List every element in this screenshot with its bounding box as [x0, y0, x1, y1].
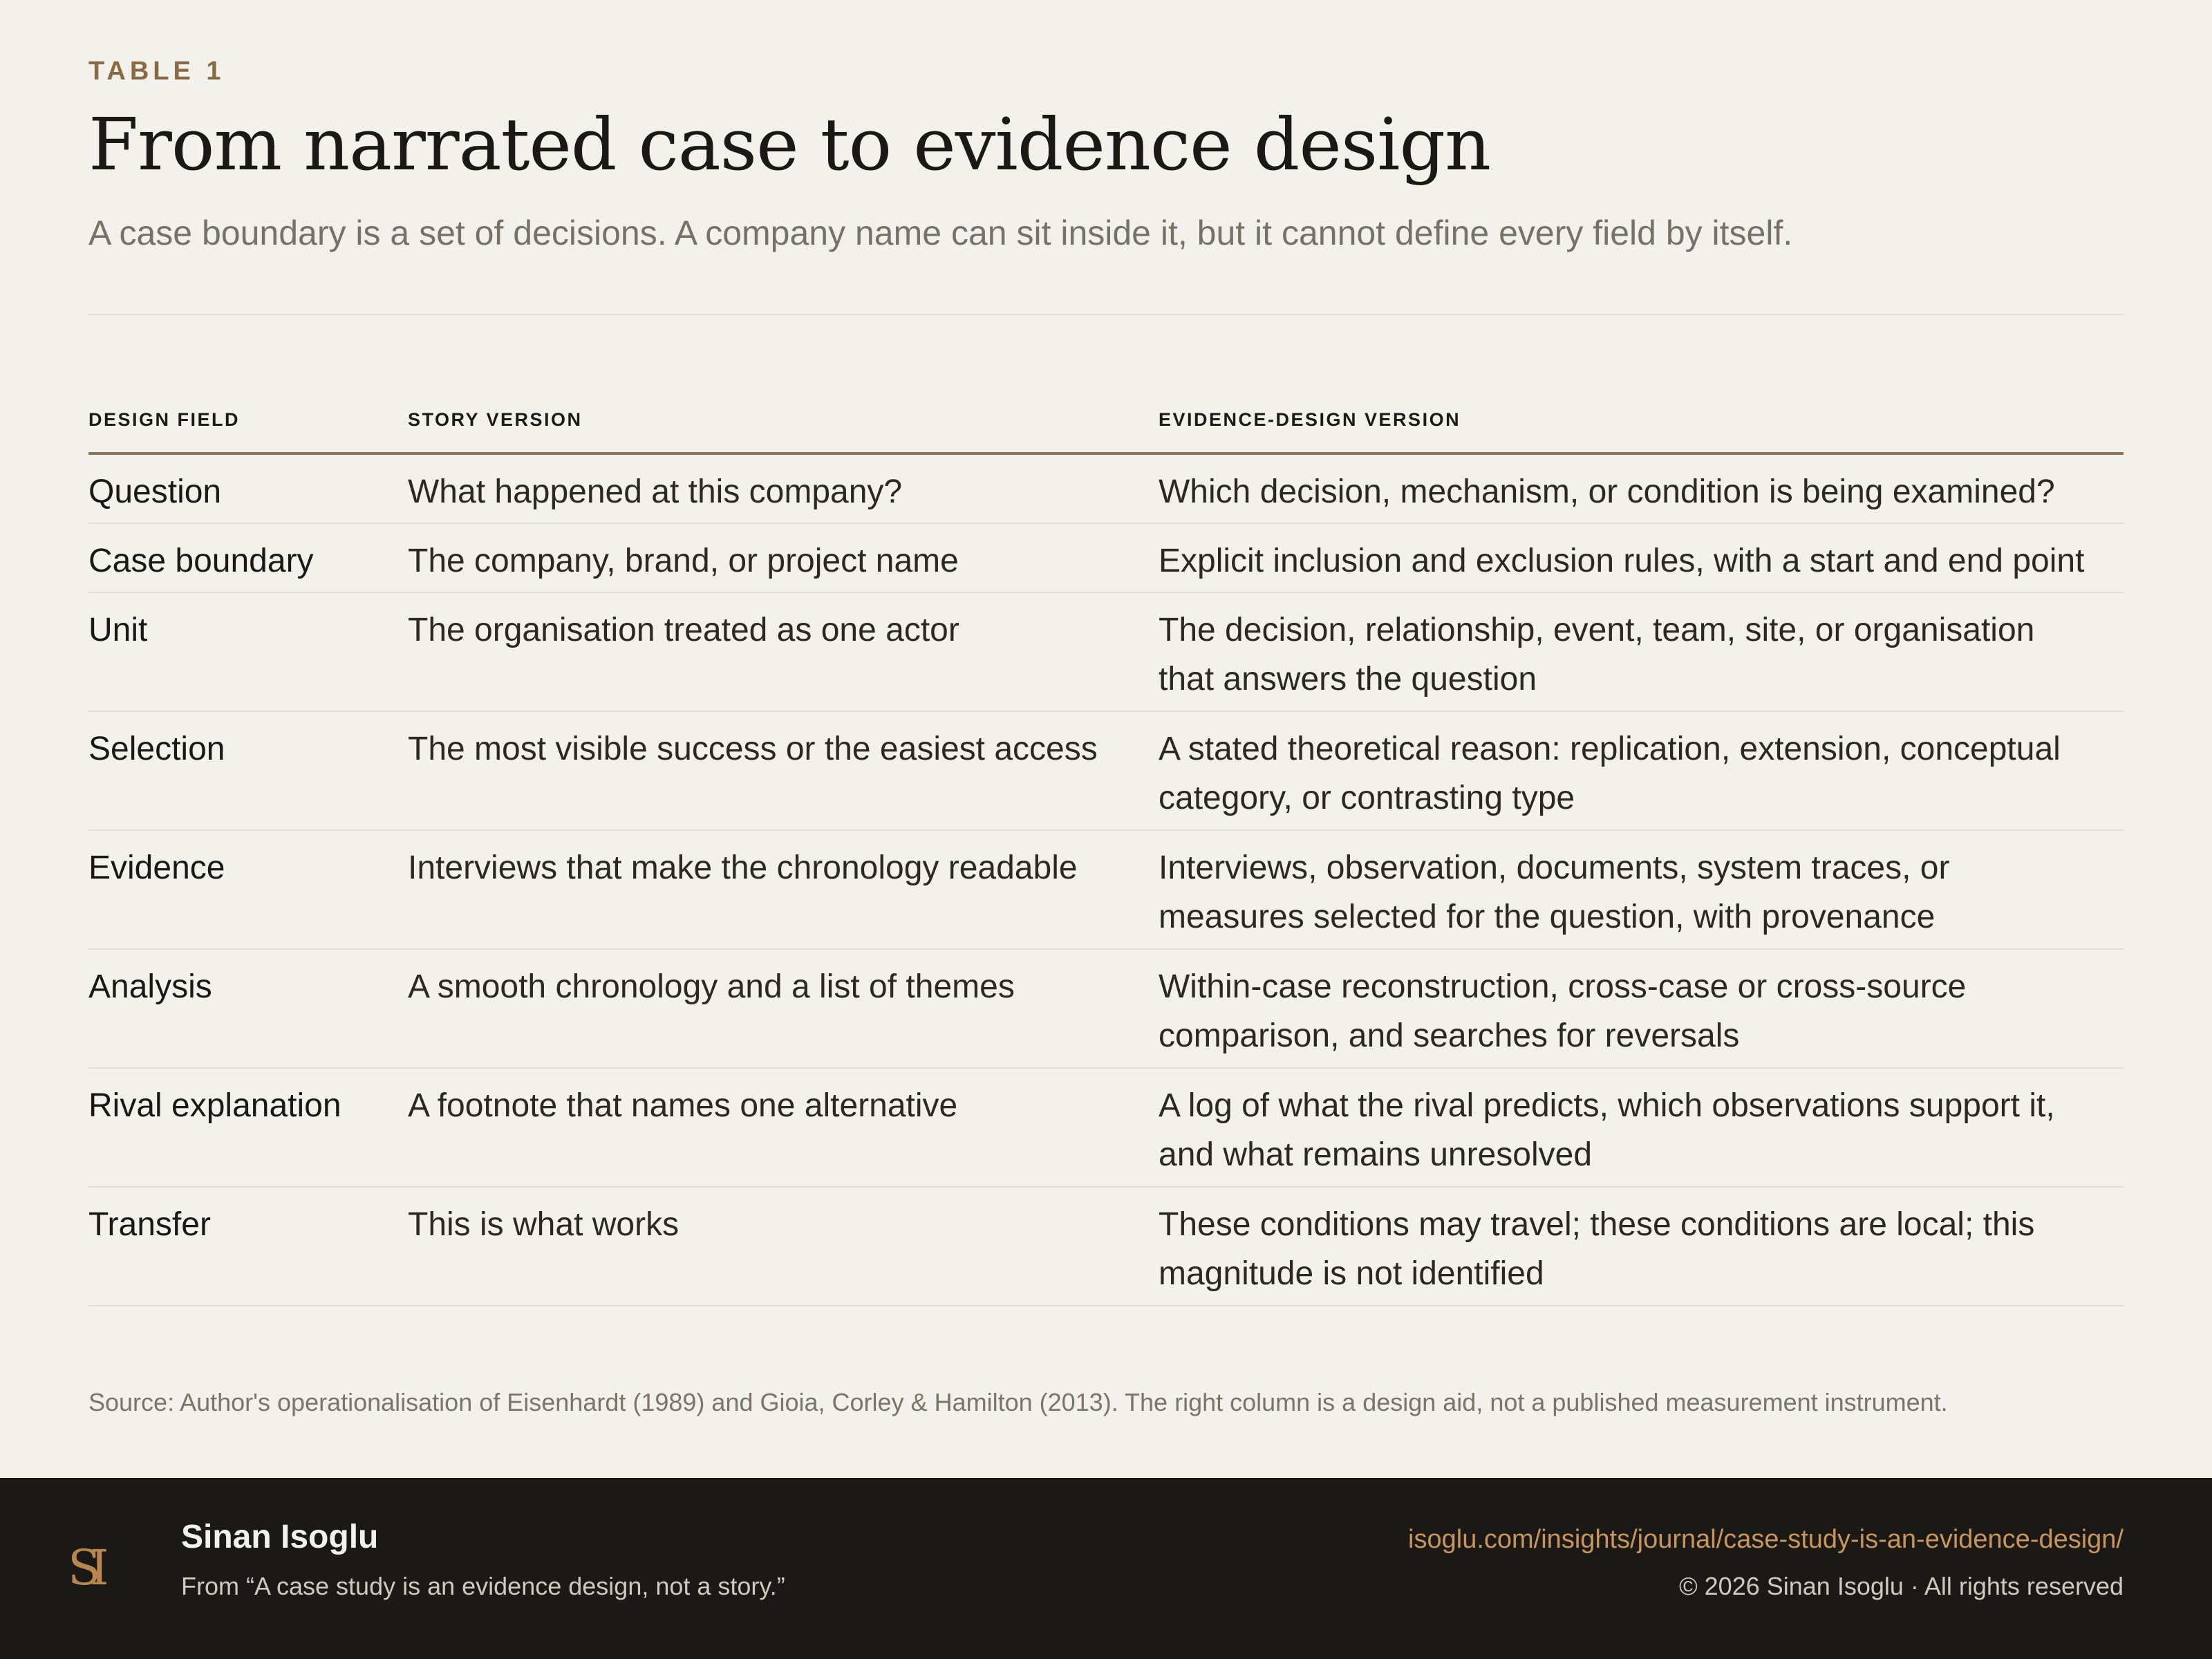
column-header-story-version: STORY VERSION [408, 409, 583, 430]
table-row [88, 455, 2124, 524]
table-label: TABLE 1 [88, 57, 225, 86]
cell-story-version: The most visible success or the easiest access [408, 731, 1098, 767]
cell-evidence-version: These conditions may travel; these conditions are local; this magnitude is not identified [1159, 1206, 2035, 1292]
table-row [88, 712, 2124, 831]
cell-evidence-version: Which decision, mechanism, or condition is being examined? [1159, 474, 2055, 510]
cell-evidence-version: A log of what the rival predicts, which observations support it, and what remains unresolved [1159, 1087, 2055, 1173]
header-divider [88, 314, 2124, 315]
column-header-design-field: DESIGN FIELD [88, 409, 241, 430]
logo-monogram: SI [68, 1539, 98, 1596]
cell-evidence-version: Explicit inclusion and exclusion rules, with a start and end point [1159, 543, 2085, 579]
article-url-link[interactable]: isoglu.com/insights/journal/case-study-is-an-evidence-design/ [1408, 1525, 2124, 1554]
cell-design-field: Rival explanation [88, 1087, 341, 1124]
cell-story-version: This is what works [408, 1206, 679, 1243]
cell-design-field: Question [88, 474, 222, 510]
cell-design-field: Unit [88, 612, 148, 648]
cell-story-version: What happened at this company? [408, 474, 903, 510]
cell-story-version: The company, brand, or project name [408, 543, 959, 579]
table-row [88, 524, 2124, 593]
column-header-evidence-version: EVIDENCE-DESIGN VERSION [1159, 409, 1461, 430]
cell-evidence-version: A stated theoretical reason: replication, extension, conceptual category, or contrasting type [1159, 731, 2061, 816]
table-row [88, 831, 2124, 950]
cell-design-field: Analysis [88, 968, 212, 1005]
cell-evidence-version: The decision, relationship, event, team, site, or organisation that answers the question [1159, 612, 2035, 697]
article-reference: From “A case study is an evidence design, not a story.” [181, 1572, 785, 1600]
cell-evidence-version: Interviews, observation, documents, system traces, or measures selected for the question, with provenance [1159, 850, 1950, 935]
table-header [88, 402, 2124, 455]
source-note: Source: Author's operationalisation of Eisenhardt (1989) and Gioia, Corley & Hamilton (2013). The right column is a design aid, not a published measurement instrument. [88, 1388, 1948, 1416]
cell-evidence-version: Within-case reconstruction, cross-case or cross-source comparison, and searches for reversals [1159, 968, 1967, 1054]
cell-design-field: Case boundary [88, 543, 314, 579]
si-monogram-logo [64, 1539, 119, 1597]
cell-design-field: Evidence [88, 850, 225, 886]
table-row [88, 593, 2124, 712]
comparison-table [88, 402, 2124, 1306]
copyright-notice: © 2026 Sinan Isoglu · All rights reserved [1679, 1572, 2124, 1600]
table-row [88, 1069, 2124, 1188]
cell-story-version: A footnote that names one alternative [408, 1087, 958, 1124]
cell-design-field: Selection [88, 731, 225, 767]
page-title: From narrated case to evidence design [88, 102, 1491, 187]
page-subtitle: A case boundary is a set of decisions. A company name can sit inside it, but it cannot define every field by itself. [88, 214, 1793, 252]
table-row [88, 950, 2124, 1069]
author-name: Sinan Isoglu [181, 1519, 379, 1555]
cell-story-version: Interviews that make the chronology readable [408, 850, 1078, 886]
cell-story-version: A smooth chronology and a list of themes [408, 968, 1015, 1005]
footer [0, 1478, 2212, 1659]
table-row [88, 1188, 2124, 1306]
cell-design-field: Transfer [88, 1206, 211, 1243]
cell-story-version: The organisation treated as one actor [408, 612, 959, 648]
